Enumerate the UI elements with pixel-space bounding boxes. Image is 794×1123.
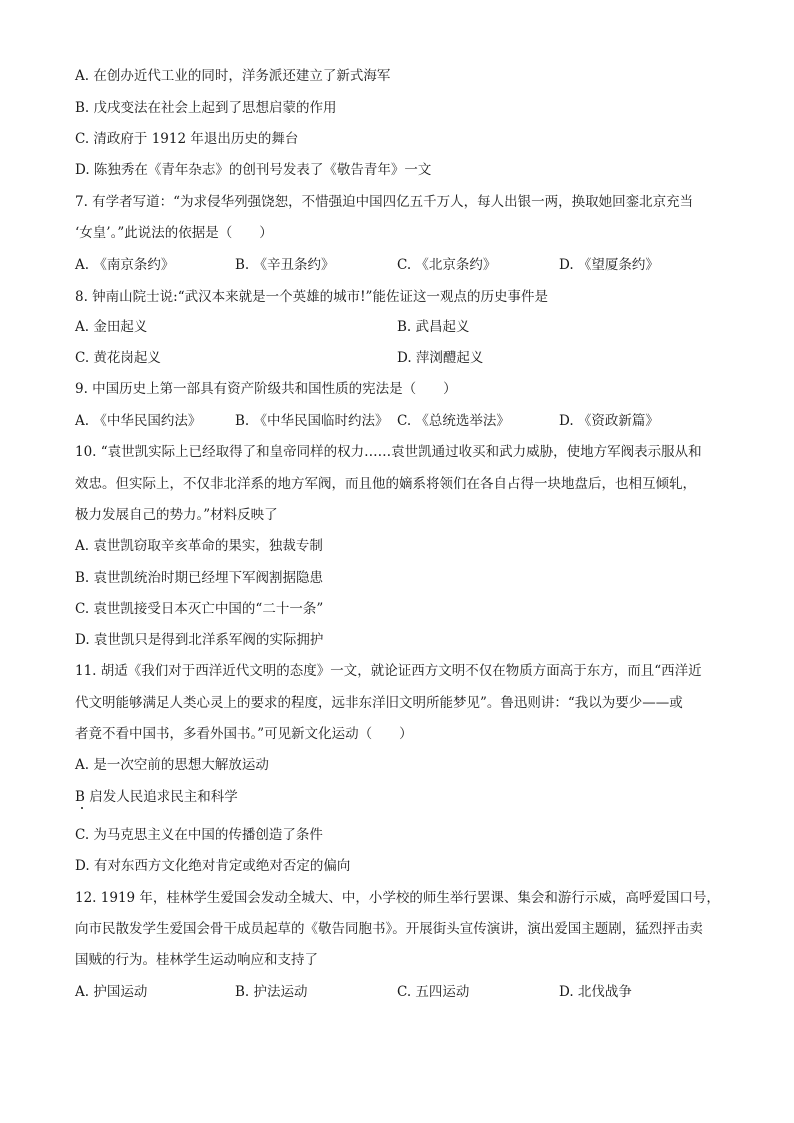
q11-option-c: C. 为马克思主义在中国的传播创造了条件 bbox=[75, 827, 323, 843]
q12-stem-line3: 国贼的行为。桂林学生运动响应和支持了 bbox=[75, 952, 318, 968]
q6-option-a: A. 在创办近代工业的同时，洋务派还建立了新式海军 bbox=[75, 68, 391, 84]
q12-option-c: C. 五四运动 bbox=[397, 984, 470, 1000]
q10-stem-line2: 效忠。但实际上，不仅非北洋系的地方军阀，而且他的嫡系将领们在各自占得一块地盘后，也相互倾轧， bbox=[75, 476, 696, 492]
q6-option-b: B. 戊戌变法在社会上起到了思想启蒙的作用 bbox=[75, 100, 337, 116]
q10-stem-line3: 极力发展自己的势力。”材料反映了 bbox=[75, 507, 278, 523]
q7-option-a: A. 《南京条约》 bbox=[75, 257, 175, 273]
q9-option-c: C. 《总统选举法》 bbox=[397, 413, 510, 429]
q7-options bbox=[75, 256, 725, 274]
q8-option-a: A. 金田起义 bbox=[75, 319, 148, 335]
stray-dot-mark bbox=[81, 807, 83, 809]
q12-option-a: A. 护国运动 bbox=[75, 984, 148, 1000]
q12-stem-line1: 12. 1919 年，桂林学生爱国会发动全城大、中，小学校的师生举行罢课、集会和游行示威，高呼爱国口号， bbox=[75, 890, 720, 906]
q8-option-c: C. 黄花岗起义 bbox=[75, 350, 161, 366]
q11-option-d: D. 有对东西方文化绝对肯定或绝对否定的偏向 bbox=[75, 858, 351, 874]
q11-option-a: A. 是一次空前的思想大解放运动 bbox=[75, 757, 269, 773]
q11-option-b: B 启发人民追求民主和科学 bbox=[75, 789, 238, 805]
q10-option-c: C. 袁世凯接受日本灭亡中国的“二十一条” bbox=[75, 601, 324, 617]
q9-option-a: A. 《中华民国约法》 bbox=[75, 413, 202, 429]
q10-option-b: B. 袁世凯统治时期已经埋下军阀割据隐患 bbox=[75, 570, 324, 586]
q7-option-c: C. 《北京条约》 bbox=[397, 257, 497, 273]
q11-stem-line1: 11. 胡适《我们对于西洋近代文明的态度》一文，就论证西方文明不仅在物质方面高于东方，而且“西洋近 bbox=[75, 663, 702, 679]
q12-options bbox=[75, 983, 725, 1001]
q6-option-c: C. 清政府于 1912 年退出历史的舞台 bbox=[75, 131, 299, 147]
q8-stem: 8. 钟南山院士说:“武汉本来就是一个英雄的城市!”能佐证这一观点的历史事件是 bbox=[75, 289, 548, 305]
q8-option-b: B. 武昌起义 bbox=[397, 319, 470, 335]
q10-stem-line1: 10. “袁世凯实际上已经取得了和皇帝同样的权力……袁世凯通过收买和武力威胁，使地方军阀表示服从和 bbox=[75, 444, 702, 460]
q7-stem-line2: ‘女皇’。”此说法的依据是（ ） bbox=[75, 225, 273, 241]
q11-stem-line2: 代文明能够满足人类心灵上的要求的程度，远非东洋旧文明所能梦见”。鲁迅则讲：“我以为要少——或 bbox=[75, 695, 683, 711]
q10-option-a: A. 袁世凯窃取辛亥革命的果实，独裁专制 bbox=[75, 538, 323, 554]
q7-stem-line1: 7. 有学者写道：“为求侵华列强饶恕，不惜强迫中国四亿五千万人，每人出银一两，换取她回銮北京充当 bbox=[75, 194, 694, 210]
q12-option-d: D. 北伐战争 bbox=[559, 984, 632, 1000]
q8-options-row1 bbox=[75, 318, 725, 336]
q8-options-row2 bbox=[75, 349, 725, 367]
q8-option-d: D. 萍浏醴起义 bbox=[397, 350, 484, 366]
q7-option-d: D. 《望厦条约》 bbox=[559, 257, 659, 273]
q9-stem: 9. 中国历史上第一部具有资产阶级共和国性质的宪法是（ ） bbox=[75, 381, 457, 397]
q10-option-d: D. 袁世凯只是得到北洋系军阀的实际拥护 bbox=[75, 632, 324, 648]
q6-option-d: D. 陈独秀在《青年杂志》的创刊号发表了《敬告青年》一文 bbox=[75, 162, 432, 178]
q11-stem-line3: 者竟不看中国书，多看外国书。”可见新文化运动（ ） bbox=[75, 726, 413, 742]
q12-option-b: B. 护法运动 bbox=[235, 984, 308, 1000]
q12-stem-line2: 向市民散发学生爱国会骨干成员起草的《敬告同胞书》。开展街头宣传演讲，演出爱国主题剧，猛烈抨击卖 bbox=[75, 921, 703, 937]
q7-option-b: B. 《辛丑条约》 bbox=[235, 257, 335, 273]
q9-options bbox=[75, 412, 725, 430]
q9-option-b: B. 《中华民国临时约法》 bbox=[235, 413, 389, 429]
q9-option-d: D. 《资政新篇》 bbox=[559, 413, 659, 429]
